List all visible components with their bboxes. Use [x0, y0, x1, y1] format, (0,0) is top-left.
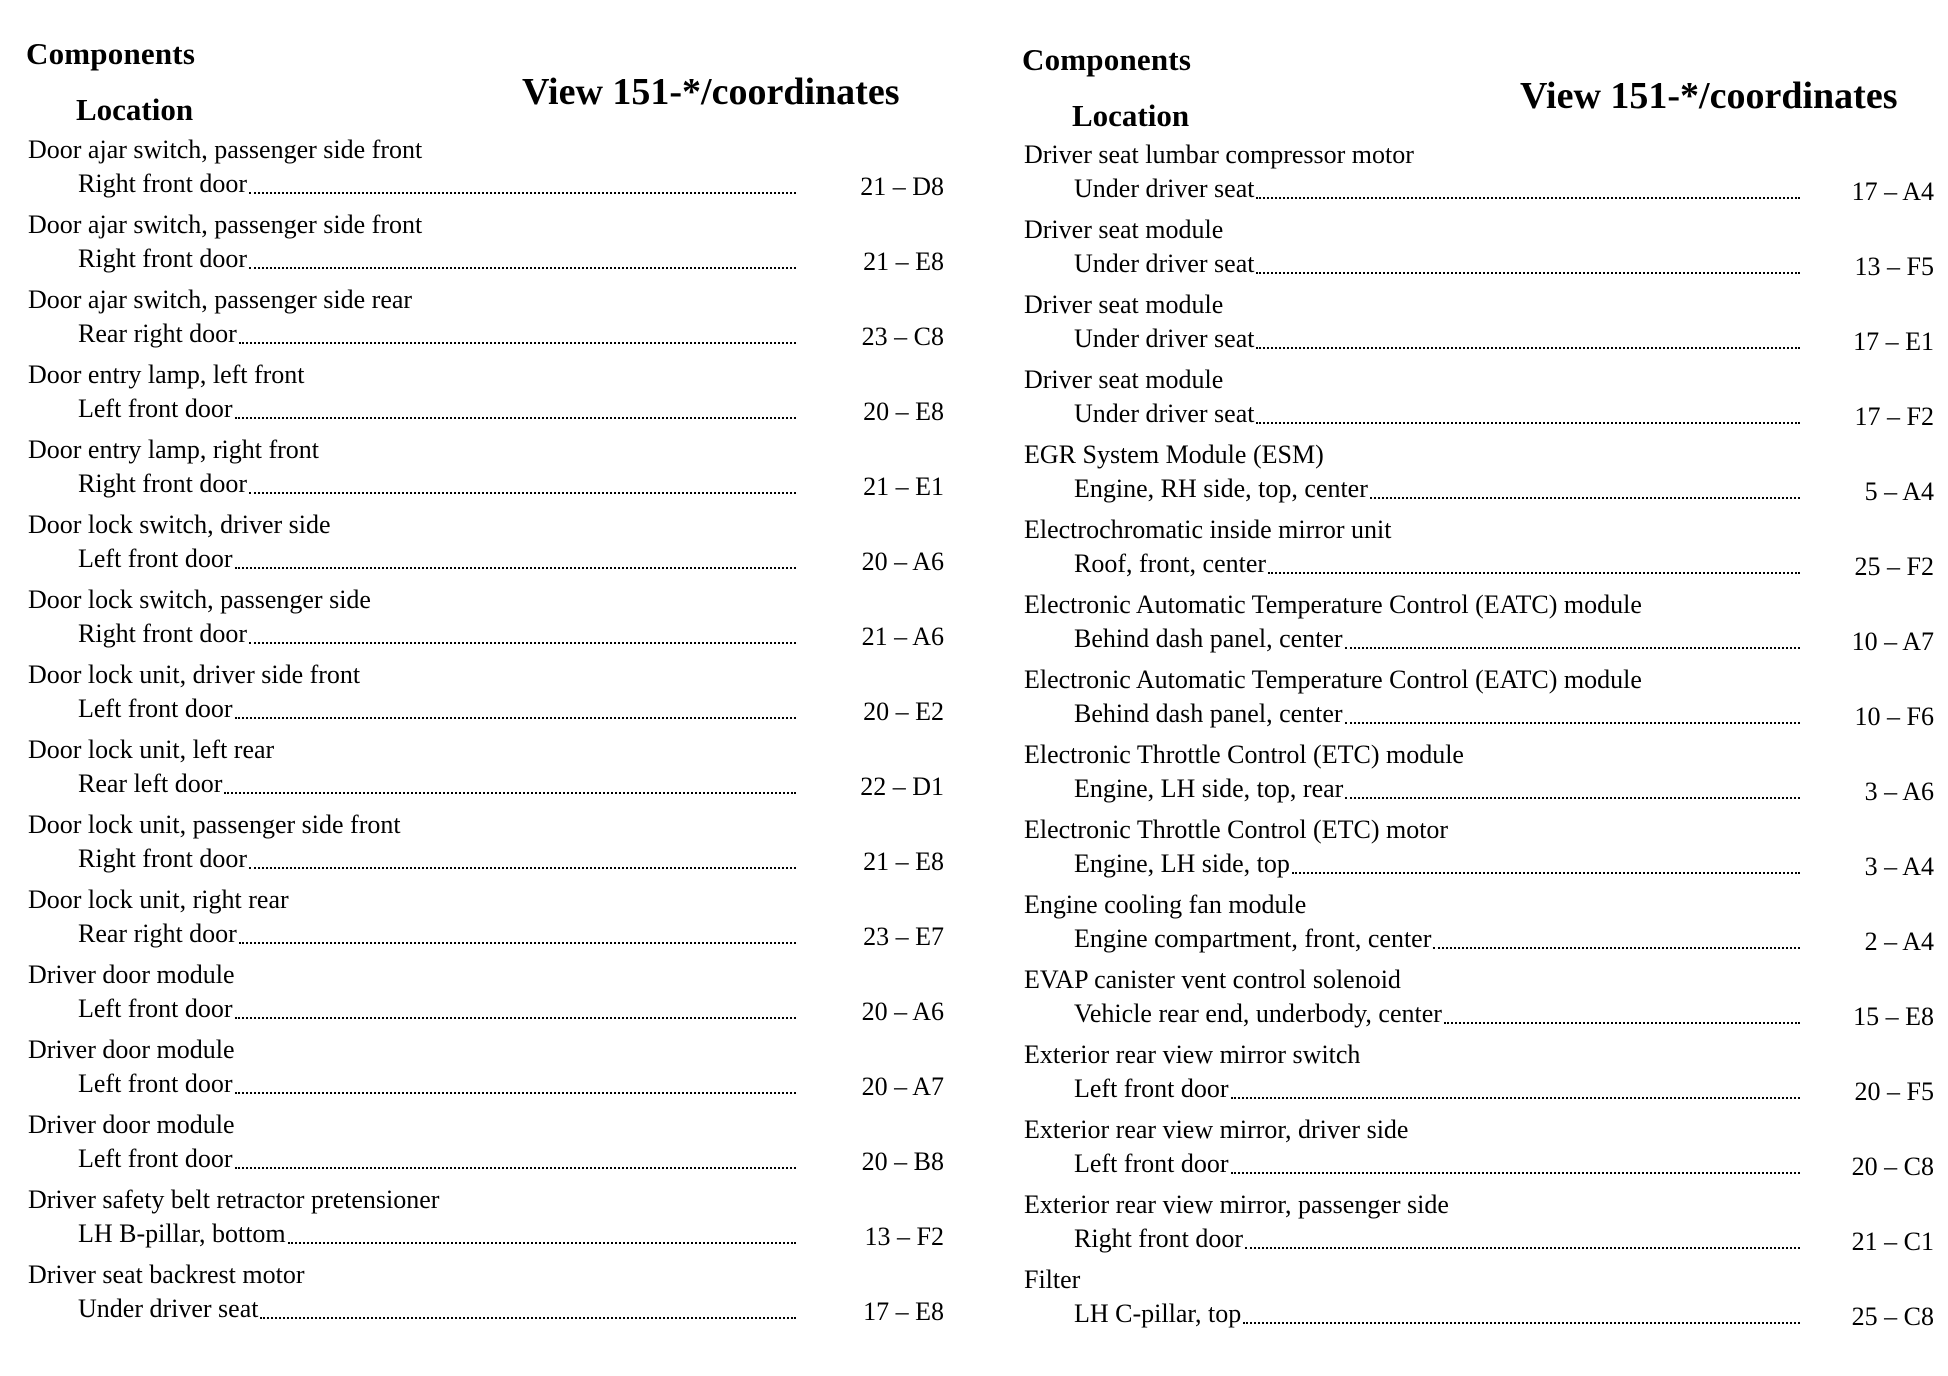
location-text: Right front door — [78, 244, 247, 273]
location-text: Behind dash panel, center — [1074, 699, 1343, 728]
component-name: Electrochromatic inside mirror unit — [1024, 515, 1392, 544]
coordinates: 17 – A4 — [1851, 177, 1934, 206]
list-item — [28, 1034, 944, 1109]
location-row — [1074, 1297, 1802, 1329]
location-row — [1074, 772, 1802, 804]
dot-leader — [1256, 270, 1800, 274]
list-item — [1024, 139, 1934, 214]
list-item — [28, 509, 944, 584]
coordinates: 20 – C8 — [1851, 1152, 1934, 1181]
component-name: Door ajar switch, passenger side front — [28, 210, 423, 239]
coordinates: 2 – A4 — [1864, 927, 1934, 956]
list-item — [28, 809, 944, 884]
component-name: Door lock unit, passenger side front — [28, 810, 401, 839]
component-name: Door ajar switch, passenger side front — [28, 135, 423, 164]
coordinates: 21 – A6 — [861, 622, 944, 651]
dot-leader — [239, 940, 796, 944]
component-name: EGR System Module (ESM) — [1024, 440, 1324, 469]
dot-leader — [249, 865, 796, 869]
location-row — [78, 842, 798, 874]
location-text: Rear left door — [78, 769, 223, 798]
dot-leader — [1433, 945, 1800, 949]
coordinates: 23 – E7 — [863, 922, 944, 951]
list-item — [28, 134, 944, 209]
coordinates: 17 – E1 — [1853, 327, 1934, 356]
component-name: Electronic Throttle Control (ETC) motor — [1024, 815, 1449, 844]
location-text: Right front door — [78, 169, 247, 198]
component-name: Exterior rear view mirror, passenger side — [1024, 1190, 1449, 1219]
list-item — [1024, 739, 1934, 814]
location-row — [78, 692, 798, 724]
coordinates: 20 – B8 — [861, 1147, 944, 1176]
component-name: Driver door module — [28, 1035, 235, 1064]
dot-leader — [1231, 1095, 1800, 1099]
list-item — [28, 1184, 944, 1259]
coordinates: 20 – A7 — [861, 1072, 944, 1101]
dot-leader — [1444, 1020, 1800, 1024]
coordinates: 20 – A6 — [861, 547, 944, 576]
location-row — [78, 392, 798, 424]
location-row — [78, 317, 798, 349]
location-row — [78, 542, 798, 574]
dot-leader — [235, 1090, 796, 1094]
location-text: Under driver seat — [1074, 174, 1255, 203]
component-name: Exterior rear view mirror, driver side — [1024, 1115, 1409, 1144]
list-item — [1024, 1114, 1934, 1189]
location-row — [1074, 1072, 1802, 1104]
location-row — [78, 1067, 798, 1099]
list-item — [1024, 214, 1934, 289]
coordinates: 13 – F2 — [864, 1222, 944, 1251]
component-name: Filter — [1024, 1265, 1081, 1294]
location-row — [1074, 622, 1802, 654]
component-name: Door lock unit, left rear — [28, 735, 275, 764]
list-item — [1024, 439, 1934, 514]
location-text: Left front door — [78, 994, 233, 1023]
dot-leader — [239, 340, 796, 344]
components-header: Components — [1022, 42, 1192, 77]
location-text: Engine compartment, front, center — [1074, 924, 1432, 953]
list-item — [28, 1259, 944, 1334]
location-row — [1074, 1222, 1802, 1254]
dot-leader — [1345, 795, 1800, 799]
location-row — [78, 917, 798, 949]
component-name: Door lock unit, driver side front — [28, 660, 361, 689]
coordinates: 21 – E1 — [863, 472, 944, 501]
list-item — [28, 434, 944, 509]
dot-leader — [1345, 720, 1800, 724]
dot-leader — [235, 715, 796, 719]
location-text: Engine, RH side, top, center — [1074, 474, 1368, 503]
component-name: EVAP canister vent control solenoid — [1024, 965, 1401, 994]
dot-leader — [235, 1165, 796, 1169]
dot-leader — [249, 265, 796, 269]
location-text: Left front door — [78, 394, 233, 423]
location-row — [78, 242, 798, 274]
location-row — [78, 767, 798, 799]
component-name: Driver seat module — [1024, 215, 1224, 244]
coordinates: 21 – D8 — [860, 172, 944, 201]
coordinates: 13 – F5 — [1854, 252, 1934, 281]
list-item — [1024, 1039, 1934, 1114]
location-row — [78, 1217, 798, 1249]
dot-leader — [235, 1015, 796, 1019]
dot-leader — [249, 490, 796, 494]
location-text: LH B-pillar, bottom — [78, 1219, 286, 1248]
location-row — [1074, 547, 1802, 579]
location-text: Engine, LH side, top, rear — [1074, 774, 1344, 803]
coordinates: 21 – C1 — [1851, 1227, 1934, 1256]
dot-leader — [224, 790, 796, 794]
coordinates: 17 – F2 — [1854, 402, 1934, 431]
coordinates: 21 – E8 — [863, 847, 944, 876]
coordinates: 15 – E8 — [1853, 1002, 1934, 1031]
coordinates: 17 – E8 — [863, 1297, 944, 1326]
list-item — [28, 884, 944, 959]
component-name: Door lock unit, right rear — [28, 885, 289, 914]
location-text: Behind dash panel, center — [1074, 624, 1343, 653]
location-row — [1074, 1147, 1802, 1179]
component-name: Electronic Automatic Temperature Control (EATC) module — [1024, 590, 1642, 619]
coordinates: 20 – E2 — [863, 697, 944, 726]
coordinates: 21 – E8 — [863, 247, 944, 276]
right-page — [974, 0, 1948, 1376]
location-text: Under driver seat — [1074, 399, 1255, 428]
component-name: Driver door module — [28, 1110, 235, 1139]
component-name: Driver seat module — [1024, 365, 1224, 394]
dot-leader — [1268, 570, 1800, 574]
coordinates: 20 – A6 — [861, 997, 944, 1026]
list-item — [28, 209, 944, 284]
dot-leader — [235, 565, 796, 569]
dot-leader — [1256, 195, 1800, 199]
list-item — [28, 359, 944, 434]
component-name: Door lock switch, passenger side — [28, 585, 371, 614]
list-item — [28, 284, 944, 359]
location-text: Under driver seat — [1074, 249, 1255, 278]
component-name: Electronic Automatic Temperature Control (EATC) module — [1024, 665, 1642, 694]
component-name: Electronic Throttle Control (ETC) module — [1024, 740, 1464, 769]
location-row — [1074, 697, 1802, 729]
list-item — [28, 1109, 944, 1184]
location-text: Rear right door — [78, 919, 237, 948]
coordinates: 3 – A4 — [1864, 852, 1934, 881]
list-item — [1024, 814, 1934, 889]
location-header: Location — [1072, 98, 1190, 133]
location-text: Right front door — [78, 619, 247, 648]
dot-leader — [1243, 1320, 1800, 1324]
list-item — [1024, 1189, 1934, 1264]
location-row — [78, 167, 798, 199]
component-list — [1024, 139, 1934, 1339]
component-name: Door ajar switch, passenger side rear — [28, 285, 413, 314]
dot-leader — [288, 1240, 796, 1244]
dot-leader — [1345, 645, 1800, 649]
component-name: Door entry lamp, left front — [28, 360, 305, 389]
location-row — [1074, 847, 1802, 879]
component-name: Engine cooling fan module — [1024, 890, 1307, 919]
location-text: Under driver seat — [1074, 324, 1255, 353]
coordinates: 3 – A6 — [1864, 777, 1934, 806]
component-list — [28, 134, 944, 1334]
component-name: Exterior rear view mirror switch — [1024, 1040, 1361, 1069]
list-item — [28, 584, 944, 659]
location-text: Right front door — [78, 469, 247, 498]
location-row — [1074, 397, 1802, 429]
location-text: Left front door — [78, 1144, 233, 1173]
location-row — [1074, 247, 1802, 279]
location-header: Location — [76, 92, 194, 127]
dot-leader — [249, 190, 796, 194]
dot-leader — [1370, 495, 1800, 499]
dot-leader — [235, 415, 796, 419]
dot-leader — [1231, 1170, 1800, 1174]
list-item — [1024, 1264, 1934, 1339]
coordinates: 10 – F6 — [1854, 702, 1934, 731]
location-row — [1074, 172, 1802, 204]
component-name: Driver seat lumbar compressor motor — [1024, 140, 1414, 169]
location-text: Vehicle rear end, underbody, center — [1074, 999, 1442, 1028]
dot-leader — [1256, 420, 1800, 424]
coordinates: 20 – E8 — [863, 397, 944, 426]
view-coordinates-header: View 151-*/coordinates — [1520, 75, 1898, 117]
component-name: Door entry lamp, right front — [28, 435, 319, 464]
location-text: Rear right door — [78, 319, 237, 348]
list-item — [28, 659, 944, 734]
list-item — [1024, 289, 1934, 364]
dot-leader — [249, 640, 796, 644]
location-row — [1074, 922, 1802, 954]
dot-leader — [1245, 1245, 1800, 1249]
location-row — [78, 617, 798, 649]
location-row — [78, 1292, 798, 1324]
coordinates: 10 – A7 — [1851, 627, 1934, 656]
component-name: Driver seat backrest motor — [28, 1260, 305, 1289]
list-item — [1024, 589, 1934, 664]
list-item — [1024, 514, 1934, 589]
dot-leader — [260, 1315, 796, 1319]
coordinates: 5 – A4 — [1864, 477, 1934, 506]
list-item — [1024, 964, 1934, 1039]
location-text: Left front door — [78, 1069, 233, 1098]
location-text: Left front door — [78, 694, 233, 723]
location-text: Right front door — [78, 844, 247, 873]
components-header: Components — [26, 36, 196, 71]
location-row — [78, 467, 798, 499]
list-item — [28, 959, 944, 1034]
location-text: Engine, LH side, top — [1074, 849, 1290, 878]
coordinates: 22 – D1 — [860, 772, 944, 801]
view-coordinates-header: View 151-*/coordinates — [522, 71, 900, 113]
list-item — [1024, 889, 1934, 964]
location-row — [78, 1142, 798, 1174]
location-text: Left front door — [78, 544, 233, 573]
component-name: Door lock switch, driver side — [28, 510, 331, 539]
list-item — [1024, 664, 1934, 739]
dot-leader — [1292, 870, 1800, 874]
coordinates: 20 – F5 — [1854, 1077, 1934, 1106]
component-name: Driver door module — [28, 960, 235, 989]
dot-leader — [1256, 345, 1800, 349]
location-text: Left front door — [1074, 1149, 1229, 1178]
component-name: Driver seat module — [1024, 290, 1224, 319]
location-row — [1074, 997, 1802, 1029]
location-text: Roof, front, center — [1074, 549, 1267, 578]
location-row — [78, 992, 798, 1024]
list-item — [1024, 364, 1934, 439]
location-text: Under driver seat — [78, 1294, 259, 1323]
list-item — [28, 734, 944, 809]
location-row — [1074, 322, 1802, 354]
component-name: Driver safety belt retractor pretensioner — [28, 1185, 440, 1214]
location-row — [1074, 472, 1802, 504]
location-text: Left front door — [1074, 1074, 1229, 1103]
coordinates: 25 – F2 — [1854, 552, 1934, 581]
location-text: LH C-pillar, top — [1074, 1299, 1242, 1328]
coordinates: 23 – C8 — [861, 322, 944, 351]
location-text: Right front door — [1074, 1224, 1243, 1253]
coordinates: 25 – C8 — [1851, 1302, 1934, 1331]
